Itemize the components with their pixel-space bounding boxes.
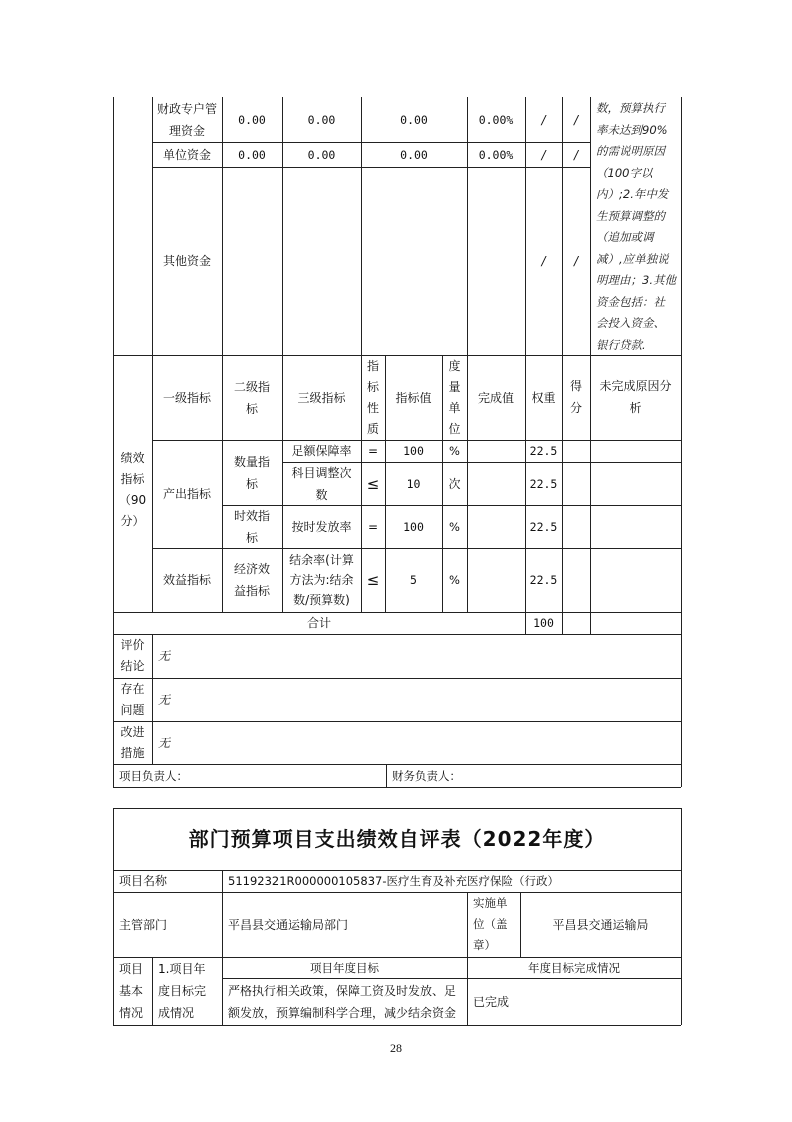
- header-nature: 指标性质: [366, 358, 379, 436]
- funding-label: 财政专户管理资金: [156, 101, 217, 138]
- indicator-unit: %: [449, 444, 460, 458]
- indicator-unit: %: [449, 519, 460, 534]
- level2-economic: 经济效益指标: [234, 562, 271, 598]
- level1-benefit: 效益指标: [162, 573, 211, 587]
- header-score: 得分: [569, 379, 582, 415]
- funding-rate: 0.00%: [478, 147, 514, 162]
- total-label: 合计: [306, 616, 331, 630]
- indicator-level3: 科目调整次数: [291, 465, 352, 502]
- funding-executed: [361, 167, 467, 355]
- form-title: 部门预算项目支出绩效自评表（2022年度）: [188, 827, 606, 851]
- header-level1: 一级指标: [162, 390, 211, 405]
- indicator-nature: ≤: [366, 571, 380, 589]
- funding-budget: [222, 167, 282, 355]
- total-weight: 100: [533, 616, 554, 630]
- impl-label: 实施单位（盖章）: [473, 896, 508, 952]
- indicator-score: [562, 440, 590, 462]
- indicator-target: 10: [406, 476, 421, 491]
- header-reason: 未完成原因分析: [599, 379, 672, 415]
- header-target: 指标值: [395, 390, 432, 405]
- level2-timeliness: 时效指标: [234, 508, 271, 545]
- indicator-level3: 按时发放率: [291, 519, 352, 534]
- indicator-nature: =: [367, 519, 379, 534]
- indicator-reason: [590, 462, 681, 505]
- evaluation-value: 无: [158, 649, 171, 663]
- indicator-target: 5: [410, 573, 417, 587]
- evaluation-value: 无: [158, 735, 171, 750]
- funding-rate: [467, 167, 525, 355]
- indicator-weight: 22.5: [529, 573, 558, 587]
- finance-lead-label: 财务负责人：: [392, 768, 461, 783]
- indicator-score: [562, 505, 590, 548]
- indicator-level3: 结余率(计算方法为:结余数/预算数): [289, 553, 354, 607]
- indicator-target: 100: [403, 444, 424, 458]
- project-name-value: 51192321R000000105837-医疗生育及补充医疗保险（行政）: [228, 874, 559, 888]
- funding-adjusted: [282, 167, 361, 355]
- indicator-actual: [467, 505, 525, 548]
- evaluation-value: 无: [158, 692, 171, 707]
- funding-budget: 0.00: [238, 147, 266, 162]
- indicator-score: [562, 548, 590, 612]
- funding-label: 其他资金: [162, 254, 211, 268]
- level2-quantity: 数量指标: [234, 454, 271, 491]
- indicator-actual: [467, 548, 525, 612]
- dept-label: 主管部门: [119, 917, 168, 932]
- funding-executed: 0.00: [400, 112, 428, 127]
- evaluation-label: 改进措施: [120, 724, 145, 760]
- funding-budget: 0.00: [238, 112, 266, 127]
- header-weight: 权重: [531, 390, 556, 405]
- funding-weight: /: [541, 147, 546, 162]
- header-actual: 完成值: [477, 390, 514, 405]
- indicator-actual: [467, 440, 525, 462]
- funding-score: /: [573, 147, 579, 162]
- project-lead-label: 项目负责人：: [119, 768, 188, 783]
- header-unit: 度量单位: [448, 358, 461, 436]
- goal-header: 项目年度目标: [310, 960, 379, 975]
- funding-weight: /: [541, 254, 546, 268]
- funding-adjusted: 0.00: [307, 147, 336, 162]
- indicator-level3: 足额保障率: [291, 444, 352, 458]
- funding-score: /: [573, 254, 579, 268]
- goal-text: 严格执行相关政策，保障工资及时发放、足额发放，预算编制科学合理，减少结余资金: [228, 983, 457, 1020]
- indicator-weight: 22.5: [529, 444, 558, 458]
- indicator-unit: %: [449, 573, 460, 587]
- indicator-nature: ≤: [366, 474, 380, 493]
- header-level2: 二级指标: [234, 379, 271, 416]
- indicator-weight: 22.5: [529, 519, 558, 534]
- page-number: 28: [390, 1041, 402, 1055]
- indicator-reason: [590, 548, 681, 612]
- indicator-score: [562, 462, 590, 505]
- project-name-label: 项目名称: [119, 874, 168, 888]
- indicator-target: 100: [403, 519, 424, 534]
- goal-label: 1.项目年度目标完成情况: [158, 962, 207, 1020]
- basic-label: 项目基本情况: [119, 962, 144, 1020]
- funding-note: 数，预算执行率未达到90%的需说明原因（100字以内）;2.年中发生预算调整的（追加或调减）,应单独说明理由；3.其他资金包括：社会投入资金、银行贷款.: [596, 101, 676, 352]
- status-text: 已完成: [473, 994, 510, 1009]
- indicator-reason: [590, 505, 681, 548]
- level1-output: 产出指标: [162, 487, 211, 501]
- evaluation-label: 评价结论: [120, 638, 145, 673]
- evaluation-label: 存在问题: [120, 681, 145, 717]
- performance-section-label: 绩效指标（90分）: [118, 451, 147, 528]
- impl-value: 平昌县交通运输局: [552, 917, 649, 932]
- header-level3: 三级指标: [297, 390, 346, 405]
- funding-adjusted: 0.00: [307, 112, 336, 127]
- funding-executed: 0.00: [400, 147, 428, 162]
- indicator-unit: 次: [448, 476, 461, 491]
- funding-rate: 0.00%: [478, 112, 514, 127]
- funding-weight: /: [541, 112, 546, 127]
- status-header: 年度目标完成情况: [528, 960, 620, 975]
- indicator-nature: =: [367, 444, 379, 458]
- indicator-weight: 22.5: [529, 476, 558, 491]
- indicator-actual: [467, 462, 525, 505]
- dept-value: 平昌县交通运输局部门: [228, 917, 349, 932]
- funding-score: /: [573, 112, 579, 127]
- funding-label: 单位资金: [162, 147, 211, 162]
- indicator-reason: [590, 440, 681, 462]
